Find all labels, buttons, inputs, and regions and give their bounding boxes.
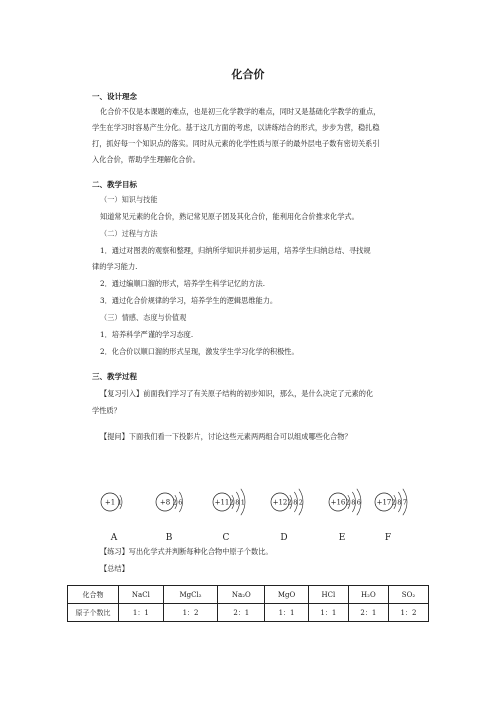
paragraph-line: 3．通过化合价规律的学习，培养学生的逻辑思维能力。 bbox=[100, 296, 278, 305]
table-cell: NaCl bbox=[119, 586, 164, 604]
shell-electron-count: 2 bbox=[345, 498, 350, 507]
section-heading-goals: 二、教学目标 bbox=[92, 180, 137, 189]
paragraph-line: 2．化合价以顺口溜的形式呈现，激发学生学习化学的积极性。 bbox=[100, 347, 299, 356]
shell-electron-count: 2 bbox=[298, 498, 303, 507]
page-title: 化合价 bbox=[231, 68, 265, 81]
shell-electron-count: 8 bbox=[235, 498, 240, 507]
shell-electron-count: 8 bbox=[351, 498, 356, 507]
paragraph-line: 【提问】下面我们看一下投影片，讨论这些元素两两组合可以组成哪些化合物？ bbox=[100, 432, 352, 441]
paragraph-line: 【复习引入】前面我们学习了有关原子结构的初步知识，那么，是什么决定了元素的化 bbox=[100, 389, 374, 398]
table-cell: 1：1 bbox=[265, 604, 309, 622]
table-cell: 原子个数比 bbox=[68, 604, 119, 622]
paragraph-line: 2．通过编顺口溜的形式，培养学生科学记忆的方法. bbox=[100, 279, 265, 288]
shell-electron-count: 6 bbox=[356, 498, 361, 507]
table-cell: HCl bbox=[308, 586, 348, 604]
table-row bbox=[68, 586, 429, 604]
atom-structure-diagrams bbox=[92, 474, 412, 544]
section-heading-process: 三、教学过程 bbox=[92, 372, 137, 381]
section-heading-design: 一、设计理念 bbox=[92, 92, 137, 101]
paragraph-line: 打，抓好每一个知识点的落实。同时从元素的化学性质与原子的最外层电子数有密切关系引 bbox=[92, 139, 380, 148]
atom-label: C bbox=[222, 533, 230, 543]
atom-diagram bbox=[375, 489, 407, 543]
atom-label: B bbox=[165, 533, 173, 543]
paragraph-line: 入化合价，帮助学生理解化合价。 bbox=[92, 155, 200, 164]
table-cell: MgCl₂ bbox=[163, 586, 218, 604]
shell-electron-count: 2 bbox=[391, 498, 396, 507]
table-cell: 1：1 bbox=[119, 604, 164, 622]
atom-diagram bbox=[271, 489, 303, 543]
subheading-process: （二）过程与方法 bbox=[100, 229, 158, 238]
shell-electron-count: 6 bbox=[178, 498, 183, 507]
paragraph-line: 律的学习能力. bbox=[92, 262, 138, 271]
atom-label: D bbox=[280, 533, 288, 543]
nucleus-charge: +1 bbox=[104, 498, 116, 507]
shell-electron-count: 1 bbox=[117, 498, 122, 507]
summary-table bbox=[67, 585, 429, 622]
paragraph-line: 【练习】写出化学式并判断每种化合物中原子个数比。 bbox=[100, 547, 273, 556]
atom-diagram bbox=[329, 489, 361, 543]
paragraph-line: 学生在学习时容易产生分化。基于这几方面的考虑，以讲练结合的形式，步步为营，稳扎稳 bbox=[92, 123, 380, 132]
nucleus-charge: +8 bbox=[159, 498, 171, 507]
paragraph-line: 1．培养科学严谨的学习态度. bbox=[100, 330, 194, 339]
atom-diagram bbox=[213, 489, 245, 543]
subheading-attitude: （三）情感、态度与价值观 bbox=[100, 313, 187, 322]
atom-label: F bbox=[384, 533, 392, 543]
shell-electron-count: 2 bbox=[287, 498, 292, 507]
table-cell: MgO bbox=[265, 586, 309, 604]
paragraph-line: 化合价不仅是本课题的难点，也是初三化学教学的难点，同时又是基础化学教学的重点， bbox=[100, 107, 381, 116]
shell-electron-count: 2 bbox=[229, 498, 234, 507]
subheading-knowledge: （一）知识与技能 bbox=[100, 195, 158, 204]
nucleus-charge: +17 bbox=[376, 498, 392, 507]
paragraph-line: 1．通过对图表的观察和整理，归纳所学知识并初步运用，培养学生归纳总结、寻找规 bbox=[100, 246, 371, 255]
atom-diagram bbox=[156, 492, 183, 543]
paragraph-line: 学性质？ bbox=[92, 406, 121, 415]
table-cell: Na₂O bbox=[218, 586, 265, 604]
nucleus-charge: +12 bbox=[272, 498, 288, 507]
table-row bbox=[68, 604, 429, 622]
nucleus-charge: +11 bbox=[214, 498, 230, 507]
table-cell: H₂O bbox=[348, 586, 388, 604]
table-cell: 2：1 bbox=[348, 604, 388, 622]
paragraph-line: 【总结】 bbox=[100, 564, 129, 573]
atom-diagram bbox=[101, 493, 122, 543]
table-cell: 化合物 bbox=[68, 586, 119, 604]
table-cell: 1：2 bbox=[388, 604, 428, 622]
table-cell: SO₂ bbox=[388, 586, 428, 604]
shell-electron-count: 8 bbox=[293, 498, 298, 507]
shell-electron-count: 7 bbox=[402, 498, 407, 507]
paragraph-line: 知道常见元素的化合价，熟记常见原子团及其化合价，能利用化合价推求化学式。 bbox=[100, 212, 359, 221]
table-cell: 1：2 bbox=[163, 604, 218, 622]
shell-electron-count: 8 bbox=[397, 498, 402, 507]
table-cell: 1：1 bbox=[308, 604, 348, 622]
nucleus-charge: +16 bbox=[330, 498, 346, 507]
shell-electron-count: 2 bbox=[172, 498, 177, 507]
table-cell: 2：1 bbox=[218, 604, 265, 622]
shell-electron-count: 1 bbox=[240, 498, 245, 507]
atom-label: E bbox=[338, 533, 346, 543]
atom-label: A bbox=[110, 533, 118, 543]
